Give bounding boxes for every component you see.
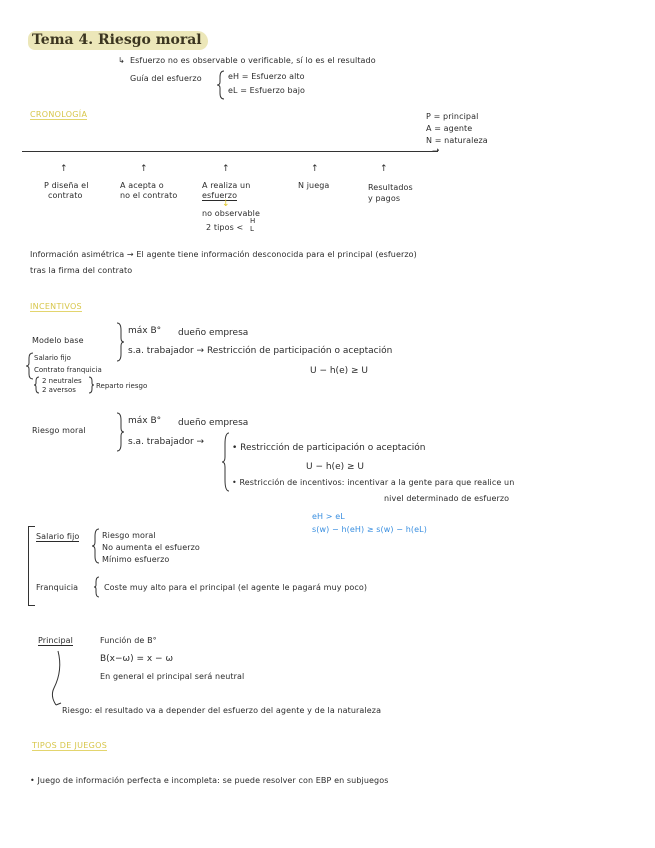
timeline-axis	[22, 151, 438, 152]
up-arrow-icon: ↑	[140, 164, 148, 174]
modelo-neutrales: 2 neutrales	[42, 377, 82, 385]
modelo-reparto: Reparto riesgo	[96, 382, 148, 390]
brace-icon	[88, 376, 94, 394]
step-2-line2: no el contrato	[120, 191, 178, 200]
principal-item3: En general el principal será neutral	[100, 672, 245, 681]
modelo-franquicia: Contrato franquicia	[34, 366, 102, 374]
step-1-line1: P diseña el	[44, 181, 89, 190]
riesgo-blue2: s(w) − h(eH) ≥ s(w) − h(eL)	[312, 525, 427, 534]
riesgo-sa: s.a. trabajador →	[128, 437, 205, 447]
no-observable-note: no observable	[202, 209, 261, 218]
up-arrow-icon: ↑	[311, 164, 319, 174]
step-3-line2: esfuerzo	[202, 191, 238, 200]
riesgo-max-sub: dueño empresa	[178, 418, 249, 428]
esfuerzo-line: Esfuerzo no es observable o verificable, sí lo es el resultado	[130, 56, 376, 65]
step-3-line1: A realiza un	[202, 181, 251, 190]
timeline-arrow-icon: ➝	[432, 146, 440, 156]
principal-item2: B(x−ω) = x − ω	[100, 654, 173, 664]
brace-icon	[34, 376, 40, 394]
modelo-sa: s.a. trabajador → Restricción de participación o aceptación	[128, 346, 393, 356]
modelo-aversos: 2 aversos	[42, 386, 76, 394]
principal-riesgo: Riesgo: el resultado va a depender del esfuerzo del agente y de la naturaleza	[62, 706, 382, 715]
up-arrow-icon: ↑	[222, 164, 230, 174]
info-line2: tras la firma del contrato	[30, 266, 133, 275]
franquicia-text: Coste muy alto para el principal (el agente le pagará muy poco)	[104, 583, 368, 592]
brace-icon	[94, 576, 100, 598]
brace-icon	[26, 352, 34, 380]
salario-fijo-label: Salario fijo	[36, 532, 80, 541]
brace-icon	[217, 70, 225, 100]
legend-naturaleza: N = naturaleza	[426, 136, 488, 145]
page-title: Tema 4. Riesgo moral	[28, 31, 208, 50]
salario-fijo-item2: No aumenta el esfuerzo	[102, 543, 200, 552]
step-2-line1: A acepta o	[120, 181, 164, 190]
modelo-salario-fijo: Salario fijo	[34, 354, 71, 362]
modelo-eq: U − h(e) ≥ U	[310, 366, 368, 376]
brace-icon	[92, 528, 100, 564]
legend-agente: A = agente	[426, 124, 473, 133]
riesgo-max: máx B°	[128, 416, 162, 426]
up-arrow-icon: ↑	[380, 164, 388, 174]
left-bracket	[28, 526, 35, 606]
riesgo-blue1: eH > eL	[312, 512, 345, 521]
step-5-line2: y pagos	[368, 194, 401, 203]
legend-principal: P = principal	[426, 112, 479, 121]
modelo-max-sub: dueño empresa	[178, 328, 249, 338]
step-1-line2: contrato	[48, 191, 83, 200]
curved-arrow-icon	[48, 650, 66, 708]
hook-arrow-icon: ↳	[118, 56, 125, 65]
franquicia-label: Franquicia	[36, 583, 79, 592]
salario-fijo-item1: Riesgo moral	[102, 531, 156, 540]
modelo-base-label: Modelo base	[32, 336, 84, 345]
modelo-max: máx B°	[128, 326, 162, 336]
riesgo-eq: U − h(e) ≥ U	[306, 462, 364, 472]
h-l-mark-icon: H L	[250, 217, 256, 233]
tipos-heading: TIPOS DE JUEGOS	[32, 741, 108, 750]
principal-item1: Función de B°	[100, 636, 157, 645]
el-line: eL = Esfuerzo bajo	[228, 86, 306, 95]
incentivos-heading: INCENTIVOS	[30, 302, 82, 311]
guia-label: Guía del esfuerzo	[130, 74, 202, 83]
brace-icon	[222, 432, 230, 492]
brace-icon	[116, 322, 124, 362]
principal-label: Principal	[38, 636, 73, 645]
tipos-note: 2 tipos <	[206, 223, 244, 232]
step-5-line1: Resultados	[368, 183, 413, 192]
step-4-line1: N juega	[298, 181, 330, 190]
riesgo-bullet2: • Restricción de incentivos: incentivar a la gente para que realice un	[232, 478, 515, 487]
up-arrow-icon: ↑	[60, 164, 68, 174]
riesgo-moral-label: Riesgo moral	[32, 426, 86, 435]
salario-fijo-item3: Mínimo esfuerzo	[102, 555, 170, 564]
riesgo-bullet2-cont: nivel determinado de esfuerzo	[384, 494, 510, 503]
eh-line: eH = Esfuerzo alto	[228, 72, 305, 81]
cronologia-heading: CRONOLOGÍA	[30, 110, 88, 119]
info-line1: Información asimétrica → El agente tiene información desconocida para el principal (esfuerzo)	[30, 250, 417, 259]
riesgo-bullet1: • Restricción de participación o aceptación	[232, 443, 426, 453]
tipos-bullet: • Juego de información perfecta e incompleta: se puede resolver con EBP en subjuegos	[30, 776, 389, 785]
brace-icon	[116, 412, 124, 452]
down-arrow-icon: ↓	[222, 199, 230, 209]
